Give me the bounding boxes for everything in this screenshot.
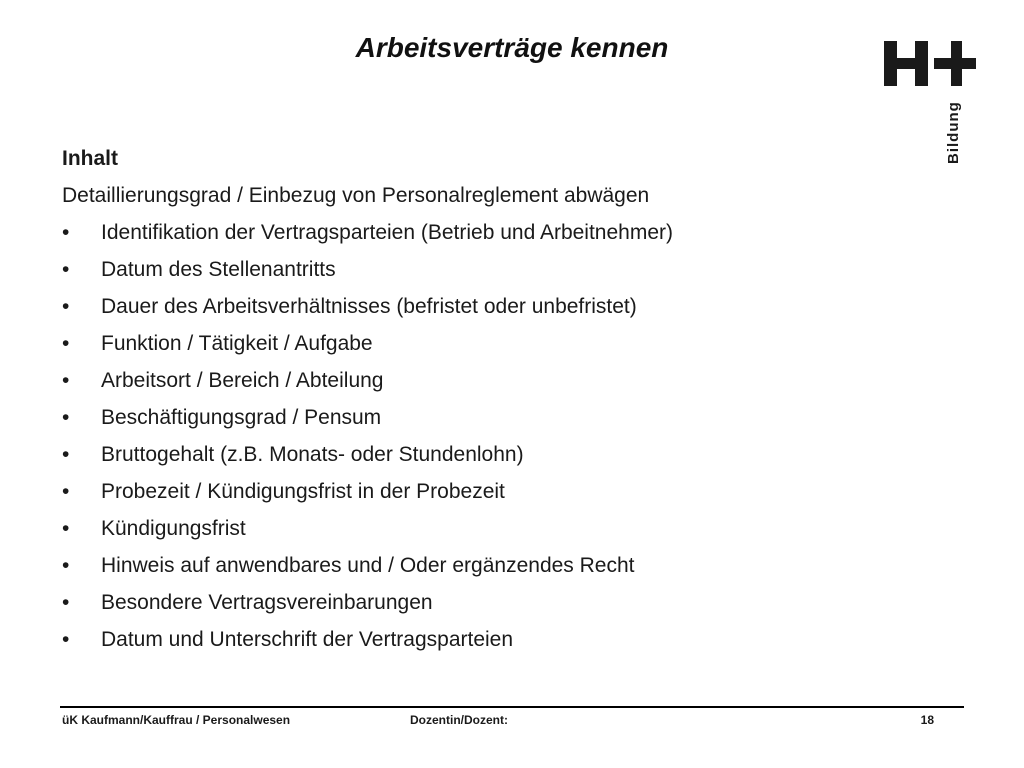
- logo-subtitle: Bildung: [945, 101, 962, 164]
- bullet-icon: •: [62, 258, 70, 281]
- list-item: [62, 436, 922, 473]
- list-item-text: Arbeitsort / Bereich / Abteilung: [101, 369, 384, 392]
- bullet-list: [62, 214, 922, 658]
- bullet-icon: •: [62, 295, 70, 318]
- list-item: [62, 214, 922, 251]
- list-item-text: Funktion / Tätigkeit / Aufgabe: [101, 332, 373, 355]
- footer-page-number: 18: [920, 713, 934, 727]
- list-item: [62, 621, 922, 658]
- footer-course: üK Kaufmann/Kauffrau / Personalwesen: [62, 713, 291, 727]
- list-item-text: Dauer des Arbeitsverhältnisses (befristet oder unbefristet): [101, 295, 637, 318]
- bullet-icon: •: [62, 221, 70, 244]
- bullet-icon: •: [62, 369, 70, 392]
- bullet-icon: •: [62, 554, 70, 577]
- list-item: [62, 362, 922, 399]
- list-item: [62, 584, 922, 621]
- list-item: [62, 510, 922, 547]
- bullet-icon: •: [62, 406, 70, 429]
- bullet-icon: •: [62, 332, 70, 355]
- list-item: [62, 325, 922, 362]
- list-item-text: Hinweis auf anwendbares und / Oder ergänzendes Recht: [101, 554, 635, 577]
- footer-lecturer-label: Dozentin/Dozent:: [410, 713, 508, 727]
- list-item: [62, 547, 922, 584]
- list-item-text: Beschäftigungsgrad / Pensum: [101, 406, 382, 429]
- slide-title: Arbeitsverträge kennen: [355, 32, 669, 63]
- footer-divider: [60, 706, 964, 708]
- list-item: [62, 399, 922, 436]
- bullet-icon: •: [62, 591, 70, 614]
- list-item-text: Besondere Vertragsvereinbarungen: [101, 591, 433, 614]
- list-item-text: Identifikation der Vertragsparteien (Betrieb und Arbeitnehmer): [101, 221, 673, 244]
- bullet-icon: •: [62, 517, 70, 540]
- list-item-text: Kündigungsfrist: [101, 517, 246, 540]
- list-item-text: Datum des Stellenantritts: [101, 258, 336, 281]
- content-intro: Detaillierungsgrad / Einbezug von Personalreglement abwägen: [62, 184, 650, 207]
- list-item: [62, 288, 922, 325]
- list-item-text: Bruttogehalt (z.B. Monats- oder Stundenlohn): [101, 443, 524, 466]
- bullet-icon: •: [62, 628, 70, 651]
- list-item-text: Datum und Unterschrift der Vertragsparteien: [101, 628, 514, 651]
- slide-content: [62, 140, 922, 658]
- content-heading: Inhalt: [62, 147, 118, 170]
- list-item: [62, 251, 922, 288]
- bullet-icon: •: [62, 443, 70, 466]
- list-item-text: Probezeit / Kündigungsfrist in der Probezeit: [101, 480, 505, 503]
- bullet-icon: •: [62, 480, 70, 503]
- list-item: [62, 473, 922, 510]
